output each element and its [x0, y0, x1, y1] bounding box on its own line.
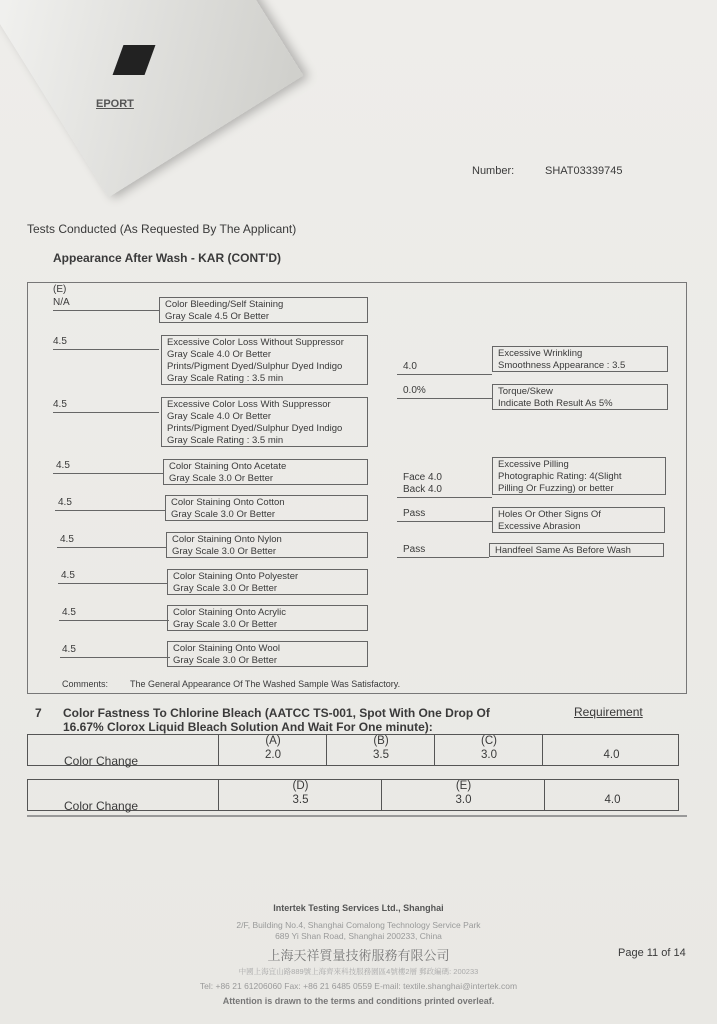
result-value: Pass — [403, 544, 426, 555]
result-value: N/A — [53, 297, 70, 308]
criteria-line: Indicate Both Result As 5% — [498, 398, 613, 409]
criteria-box — [161, 397, 368, 447]
result-value: 4.0 — [403, 361, 417, 372]
criteria-line: Color Staining Onto Polyester — [173, 571, 299, 582]
criteria-line: Gray Scale 3.0 Or Better — [172, 546, 277, 557]
leader-line — [397, 521, 492, 522]
criteria-line: Gray Scale 4.5 Or Better — [165, 311, 270, 322]
footer-chinese-address: 中國上海宜山路889號上海齊來科技服務園區4號樓2層 郵政編碼: 200233 — [238, 967, 479, 976]
criteria-line: Color Staining Onto Acrylic — [173, 607, 286, 618]
leader-line — [397, 398, 492, 399]
criteria-line: Color Bleeding/Self Staining — [165, 299, 284, 310]
number-label: Number: — [472, 165, 515, 177]
criteria-box — [167, 605, 368, 631]
criteria-line: Color Staining Onto Wool — [173, 643, 281, 654]
leader-line — [60, 657, 170, 658]
criteria-line: Gray Scale Rating : 3.5 min — [167, 435, 284, 446]
test-number: 7 — [35, 706, 42, 720]
criteria-box — [492, 457, 666, 495]
leader-line — [53, 473, 163, 474]
result-cell-c: (C) 3.0 — [434, 735, 543, 765]
criteria-line: Color Staining Onto Nylon — [172, 534, 282, 545]
result-value: Face 4.0 — [403, 472, 442, 483]
row-label: Color Change — [64, 799, 139, 813]
criteria-box — [165, 495, 368, 521]
leader-line — [53, 310, 159, 311]
result-table-2 — [27, 779, 679, 811]
test-title-line1: Color Fastness To Chlorine Bleach (AATCC TS-001, Spot With One Drop Of — [63, 706, 490, 720]
result-value: 4.5 — [53, 336, 67, 347]
result-value: 4.5 — [56, 460, 70, 471]
criteria-line: Gray Scale Rating : 3.5 min — [167, 373, 284, 384]
criteria-box — [161, 335, 368, 385]
criteria-line: Gray Scale 3.0 Or Better — [173, 583, 278, 594]
criteria-box — [492, 346, 668, 372]
criteria-line: Excessive Abrasion — [498, 521, 581, 532]
column-label: (E) — [53, 284, 67, 295]
result-table-1 — [27, 734, 679, 766]
result-cell-b: (B) 3.5 — [326, 735, 435, 765]
row-label: Color Change — [64, 754, 139, 768]
leader-line — [397, 557, 489, 558]
criteria-line: Gray Scale 3.0 Or Better — [173, 655, 278, 666]
result-cell-e: (E) 3.0 — [381, 780, 545, 810]
criteria-box — [167, 641, 368, 667]
criteria-box — [163, 459, 368, 485]
leader-line — [397, 374, 492, 375]
criteria-line: Excessive Color Loss With Suppressor — [167, 399, 331, 410]
criteria-line: Excessive Wrinkling — [498, 348, 583, 359]
requirement-cell: 4.0 — [544, 780, 680, 810]
leader-line — [58, 583, 168, 584]
leader-line — [59, 620, 169, 621]
test-title-line2: 16.67% Clorox Liquid Bleach Solution And Wait For One minute): — [63, 720, 433, 734]
result-value: 4.5 — [61, 570, 75, 581]
page-curl — [0, 0, 303, 197]
criteria-line: Gray Scale 4.0 Or Better — [167, 411, 272, 422]
comments-label: Comments: — [62, 679, 109, 689]
footer-contact: Tel: +86 21 61206060 Fax: +86 21 6485 0559 E-mail: textile.shanghai@intertek.com — [199, 981, 518, 991]
criteria-box — [489, 543, 664, 557]
result-value: Pass — [403, 508, 426, 519]
criteria-line: Torque/Skew — [498, 386, 553, 397]
criteria-box — [159, 297, 368, 323]
result-cell-a: (A) 2.0 — [218, 735, 327, 765]
criteria-line: Handfeel Same As Before Wash — [495, 545, 631, 556]
result-value: 0.0% — [403, 385, 426, 396]
leader-line — [53, 412, 159, 413]
criteria-box — [166, 532, 368, 558]
footer-address-2: 689 Yi Shan Road, Shanghai 200233, China — [275, 931, 442, 941]
tests-conducted: Tests Conducted (As Requested By The Applicant) — [27, 222, 297, 236]
leader-line — [53, 349, 159, 350]
criteria-line: Holes Or Other Signs Of — [498, 509, 601, 520]
criteria-box — [167, 569, 368, 595]
page-number: Page 11 of 14 — [618, 947, 686, 959]
criteria-line: Pilling Or Fuzzing) or better — [498, 483, 614, 494]
result-value: 4.5 — [62, 644, 76, 655]
report-header: EPORT — [96, 98, 134, 110]
criteria-line: Prints/Pigment Dyed/Sulphur Dyed Indigo — [167, 361, 343, 372]
section-title: Appearance After Wash - KAR (CONT'D) — [53, 251, 281, 265]
comments-text: The General Appearance Of The Washed Sample Was Satisfactory. — [130, 679, 401, 689]
footer-attention: Attention is drawn to the terms and conditions printed overleaf. — [222, 996, 495, 1006]
criteria-line: Excessive Color Loss Without Suppressor — [167, 337, 344, 348]
criteria-line: Gray Scale 3.0 Or Better — [173, 619, 278, 630]
requirement-cell: 4.0 — [542, 735, 680, 765]
result-value: 4.5 — [53, 399, 67, 410]
criteria-line: Smoothness Appearance : 3.5 — [498, 360, 626, 371]
criteria-line: Color Staining Onto Cotton — [171, 497, 285, 508]
footer-chinese-name: 上海天祥質量技術服務有限公司 — [267, 949, 450, 964]
footer-address-1: 2/F, Building No.4, Shanghai Comalong Technology Service Park — [236, 920, 481, 930]
criteria-line: Gray Scale 3.0 Or Better — [171, 509, 276, 520]
criteria-line: Excessive Pilling — [498, 459, 569, 470]
criteria-line: Gray Scale 4.0 Or Better — [167, 349, 272, 360]
leader-line — [57, 547, 167, 548]
number-value: SHAT03339745 — [545, 165, 623, 177]
criteria-line: Gray Scale 3.0 Or Better — [169, 473, 274, 484]
result-value: 4.5 — [58, 497, 72, 508]
leader-line — [55, 510, 165, 511]
criteria-line: Photographic Rating: 4(Slight — [498, 471, 622, 482]
result-value: 4.5 — [62, 607, 76, 618]
requirement-label: Requirement — [574, 705, 643, 719]
criteria-line: Color Staining Onto Acetate — [169, 461, 287, 472]
footer-company: Intertek Testing Services Ltd., Shanghai — [273, 903, 444, 913]
result-value: 4.5 — [60, 534, 74, 545]
criteria-box — [492, 384, 668, 410]
divider — [27, 815, 687, 817]
result-cell-d: (D) 3.5 — [218, 780, 382, 810]
leader-line — [397, 497, 492, 498]
criteria-line: Prints/Pigment Dyed/Sulphur Dyed Indigo — [167, 423, 343, 434]
criteria-box — [492, 507, 665, 533]
result-value: Back 4.0 — [403, 484, 442, 495]
